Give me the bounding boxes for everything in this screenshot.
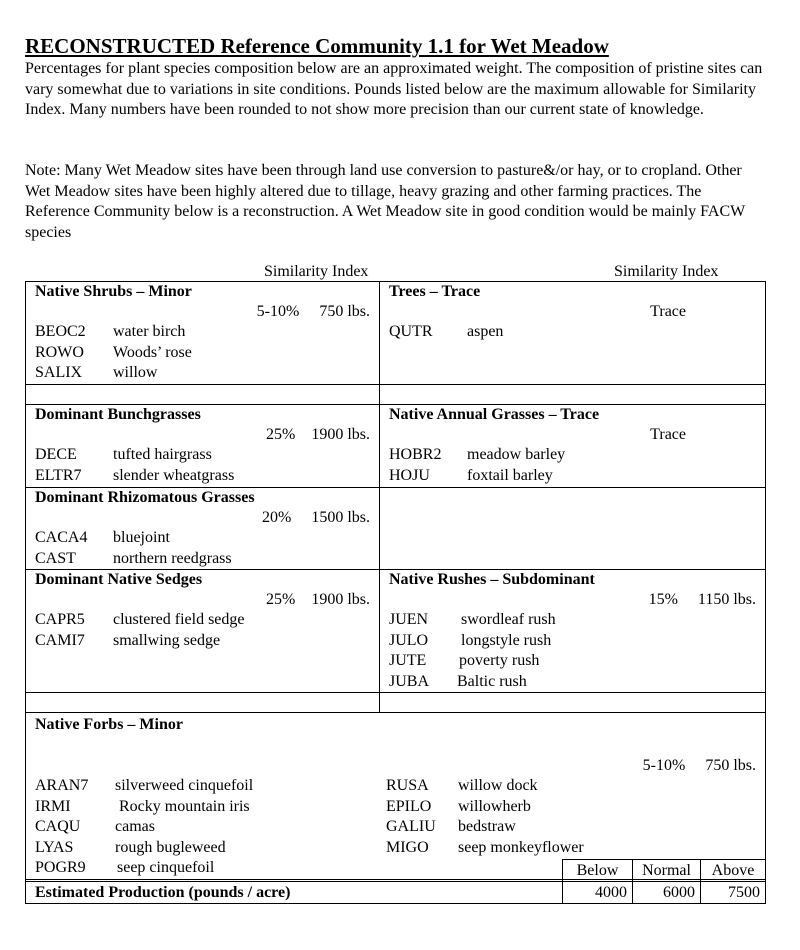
species-name: foxtail barley: [467, 466, 553, 484]
production-value-above: 7500: [701, 882, 766, 904]
species-code: QUTR: [389, 323, 433, 340]
species-name: water birch: [113, 323, 186, 340]
group-percent: 25%: [266, 426, 296, 443]
group-percent: 15%: [648, 591, 678, 608]
spacer-row: [26, 385, 766, 405]
species-row: [35, 363, 379, 384]
group-values: [35, 756, 765, 776]
group-dominant-bunchgrasses: [26, 405, 380, 488]
species-name: Woods’ rose: [113, 343, 192, 361]
species-code: JUEN: [389, 611, 429, 628]
group-values: [35, 425, 379, 445]
estimated-production-table: [25, 859, 766, 904]
group-pounds: 750 lbs.: [319, 303, 370, 320]
species-code: EPILO: [386, 797, 432, 815]
production-header-above: Above: [701, 860, 766, 882]
page-title: RECONSTRUCTED Reference Community 1.1 for Wet Meadow: [25, 34, 609, 58]
species-row: [35, 322, 379, 343]
species-row: [389, 631, 765, 652]
group-percent: 5-10%: [642, 757, 686, 774]
species-code: ROWO: [35, 343, 84, 361]
species-row: [35, 445, 379, 466]
species-row: [389, 610, 765, 631]
species-row: [386, 797, 584, 818]
species-row: [389, 651, 765, 672]
group-spacer: [35, 735, 765, 756]
group-name: Dominant Rhizomatous Grasses: [35, 489, 255, 506]
group-pounds: 1900 lbs.: [311, 426, 370, 443]
species-row: [35, 838, 386, 859]
production-values-row: [26, 882, 766, 904]
similarity-index-header-left: Similarity Index: [264, 263, 369, 280]
species-code: ARAN7: [35, 777, 89, 794]
production-label: Estimated Production (pounds / acre): [26, 882, 563, 904]
group-trees: [380, 282, 766, 385]
species-row: [35, 343, 379, 364]
species-row: [386, 838, 584, 859]
species-row: [35, 528, 379, 549]
empty-cell: [380, 488, 766, 570]
species-row: [35, 797, 386, 818]
group-percent: 25%: [266, 591, 296, 608]
species-code: DECE: [35, 446, 77, 463]
species-code: CAQU: [35, 818, 81, 835]
table-row: [26, 488, 766, 570]
species-code: SALIX: [35, 364, 83, 381]
species-name: tufted hairgrass: [113, 446, 212, 463]
production-value-below: 4000: [563, 882, 633, 904]
table-row: [26, 570, 766, 693]
table-row: [26, 405, 766, 488]
group-percent: 5-10%: [256, 303, 300, 320]
group-value: Trace: [650, 303, 686, 320]
group-name: Native Forbs – Minor: [35, 716, 183, 733]
species-code: RUSA: [386, 777, 429, 794]
group-pounds: 1150 lbs.: [697, 591, 756, 608]
species-name: bluejoint: [113, 529, 170, 546]
group-value: Trace: [650, 426, 686, 443]
species-name: camas: [115, 818, 155, 835]
species-code: ELTR7: [35, 466, 82, 484]
species-name: seep monkeyflower: [458, 838, 584, 856]
species-code: JUBA: [389, 672, 430, 690]
production-header-normal: Normal: [633, 860, 701, 882]
species-name: aspen: [467, 323, 504, 340]
group-name: Native Rushes – Subdominant: [389, 571, 595, 588]
species-code: CAPR5: [35, 611, 85, 628]
species-name: Baltic rush: [457, 672, 527, 690]
species-code: LYAS: [35, 838, 74, 856]
species-code: MIGO: [386, 838, 429, 856]
species-code: HOBR2: [389, 446, 442, 463]
species-row: [35, 549, 379, 570]
group-name: Dominant Bunchgrasses: [35, 406, 201, 423]
species-name: northern reedgrass: [113, 549, 232, 567]
spacer-row: [26, 693, 766, 713]
species-name: slender wheatgrass: [113, 466, 235, 484]
species-name: silverweed cinquefoil: [115, 777, 254, 794]
species-row: [389, 672, 765, 693]
group-pounds: 1500 lbs.: [311, 509, 370, 526]
species-code: CACA4: [35, 529, 88, 546]
group-name: Native Shrubs – Minor: [35, 283, 192, 300]
species-name: longstyle rush: [461, 631, 552, 649]
species-name: meadow barley: [467, 446, 566, 463]
reference-community-table: [25, 281, 766, 880]
group-values: [35, 302, 379, 322]
species-row: [389, 445, 765, 466]
species-code: JULO: [389, 631, 429, 649]
species-name: rough bugleweed: [115, 838, 226, 856]
species-name: Rocky mountain iris: [119, 797, 250, 815]
species-row: [389, 322, 765, 343]
group-pounds: 1900 lbs.: [311, 591, 370, 608]
group-percent: 20%: [262, 509, 292, 526]
group-values: [35, 590, 379, 610]
species-name: swordleaf rush: [461, 611, 556, 628]
group-dominant-rhizomatous-grasses: [26, 488, 380, 570]
production-header-below: Below: [563, 860, 633, 882]
species-name: bedstraw: [458, 818, 516, 835]
group-native-annual-grasses: [380, 405, 766, 488]
group-name: Trees – Trace: [389, 283, 481, 300]
species-code: POGR9: [35, 859, 86, 876]
species-row: [35, 631, 379, 652]
species-code: CAST: [35, 549, 76, 567]
group-pounds: 750 lbs.: [705, 757, 756, 774]
species-row: [35, 610, 379, 631]
group-native-forbs: [26, 713, 766, 880]
species-name: willowherb: [458, 797, 531, 815]
group-name: Dominant Native Sedges: [35, 571, 203, 588]
species-code: GALIU: [386, 818, 436, 835]
species-row: [386, 776, 584, 797]
note-paragraph: Note: Many Wet Meadow sites have been through land use conversion to pasture&/or hay, or to cropland. Other Wet Meadow sites have been highly altered due to tillage, heavy grazing and other farming practices. The Reference Community below is a reconstruction. A Wet Meadow site in good condition would be mainly FACW species: [25, 162, 745, 241]
species-row: [389, 466, 765, 487]
group-name: Native Annual Grasses – Trace: [389, 406, 600, 423]
production-header-spacer: [26, 860, 563, 882]
group-values: [389, 590, 765, 610]
production-header-row: [26, 860, 766, 882]
species-code: IRMI: [35, 797, 71, 815]
species-name: poverty rush: [459, 652, 540, 669]
group-native-rushes: [380, 570, 766, 693]
production-value-normal: 6000: [633, 882, 701, 904]
intro-paragraph: Percentages for plant species composition below are an approximated weight. The composition of pristine sites can vary somewhat due to variations in site conditions. Pounds listed below are the maximum allowable for Similarity Index. Many numbers have been rounded to not show more precision than our current state of knowledge.: [25, 60, 763, 118]
species-code: CAMI7: [35, 631, 85, 649]
species-row: [35, 817, 386, 838]
similarity-index-header-right: Similarity Index: [614, 263, 719, 280]
table-row: [26, 282, 766, 385]
species-code: HOJU: [389, 466, 430, 484]
species-name: seep cinquefoil: [117, 859, 215, 876]
species-name: clustered field sedge: [113, 611, 245, 628]
species-name: willow dock: [458, 777, 538, 794]
species-name: smallwing sedge: [113, 631, 221, 649]
table-row: [26, 713, 766, 880]
group-dominant-native-sedges: [26, 570, 380, 693]
species-code: JUTE: [389, 652, 427, 669]
species-row: [35, 466, 379, 487]
species-code: BEOC2: [35, 323, 86, 340]
group-native-shrubs: [26, 282, 380, 385]
group-values: [35, 508, 379, 528]
species-row: [386, 817, 584, 838]
species-row: [35, 776, 386, 797]
species-name: willow: [113, 364, 158, 381]
